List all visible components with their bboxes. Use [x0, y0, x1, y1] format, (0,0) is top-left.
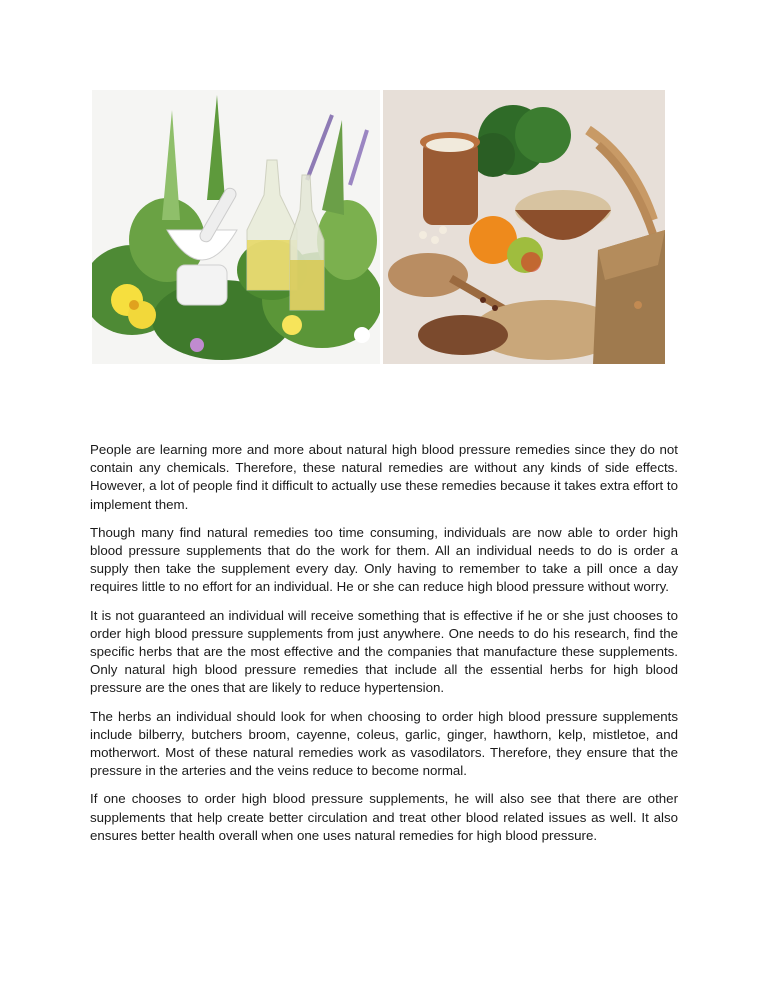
herbs-illustration	[92, 90, 380, 364]
foods-photo	[383, 90, 665, 364]
paragraph: If one chooses to order high blood pressure supplements, he will also see that there are other supplements that help create better circulation and treat other blood related issues as well. It also ensures better health overall when one uses natural remedies for high blood pressure.	[90, 791, 678, 843]
paragraph: It is not guaranteed an individual will receive something that is effective if he or she just chooses to order high blood pressure supplements from just anywhere. One needs to do his research, find the specific herbs that are the most effective and the companies that manufacture these supplements. Only natural high blood pressure remedies that include all the essential herbs for high blood pressure are the ones that are likely to reduce hypertension.	[90, 607, 678, 696]
paragraph: The herbs an individual should look for when choosing to order high blood pressure supplements include bilberry, butchers broom, cayenne, coleus, garlic, ginger, hawthorn, kelp, mistletoe, and motherwort. Most of these natural remedies work as vasodilators. Therefore, they ensure that the pressure in the arteries and the veins reduce to become normal.	[90, 708, 678, 779]
hero-image	[92, 90, 665, 364]
foods-illustration	[383, 90, 665, 364]
paragraph: Though many find natural remedies too time consuming, individuals are now able to order high blood pressure supplements that do the work for them. All an individual needs to do is order a supply then take the supplement every day. Only having to remember to take a pill once a day requires little to no effort for an individual. He or she can reduce high blood pressure without worry.	[90, 524, 678, 595]
paragraph: People are learning more and more about natural high blood pressure remedies since they do not contain any chemicals. Therefore, these natural remedies are without any kinds of side effects. However, a lot of people find it difficult to actually use these remedies because it takes extra effort to implement them.	[90, 442, 678, 512]
article-body	[90, 441, 678, 855]
herbs-photo	[92, 90, 380, 364]
